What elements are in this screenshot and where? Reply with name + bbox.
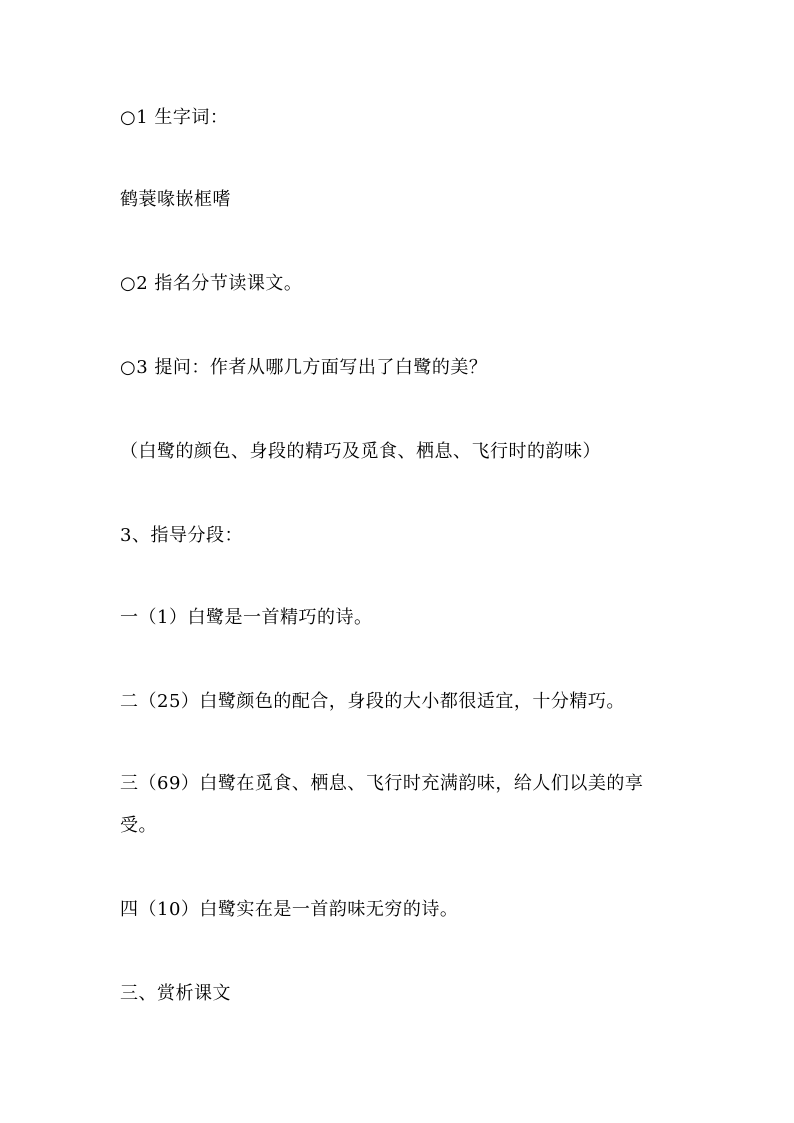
answer: （白鹭的颜色、身段的精巧及觅食、栖息、飞行时的韵味） xyxy=(120,441,601,462)
reading-instruction: ○2 指名分节读课文。 xyxy=(120,273,303,294)
paragraph-four: 四（10）白鹭实在是一首韵味无穷的诗。 xyxy=(120,899,459,920)
vocab-words: 鹤蓑喙嵌框嗜 xyxy=(120,189,231,210)
paragraph-one: 一（1）白鹭是一首精巧的诗。 xyxy=(120,607,373,628)
paragraph-two: 二（25）白鹭颜色的配合，身段的大小都很适宜，十分精巧。 xyxy=(120,691,625,712)
paragraph-three-continued: 受。 xyxy=(120,815,157,836)
paragraph-three: 三（69）白鹭在觅食、栖息、飞行时充满韵味，给人们以美的享 xyxy=(120,773,644,794)
vocab-heading: ○1 生字词： xyxy=(120,107,229,128)
section-heading-paragraphing: 3、指导分段： xyxy=(120,525,243,546)
question: ○3 提问：作者从哪几方面写出了白鹭的美？ xyxy=(120,357,488,378)
section-heading-appreciation: 三、赏析课文 xyxy=(120,983,231,1004)
